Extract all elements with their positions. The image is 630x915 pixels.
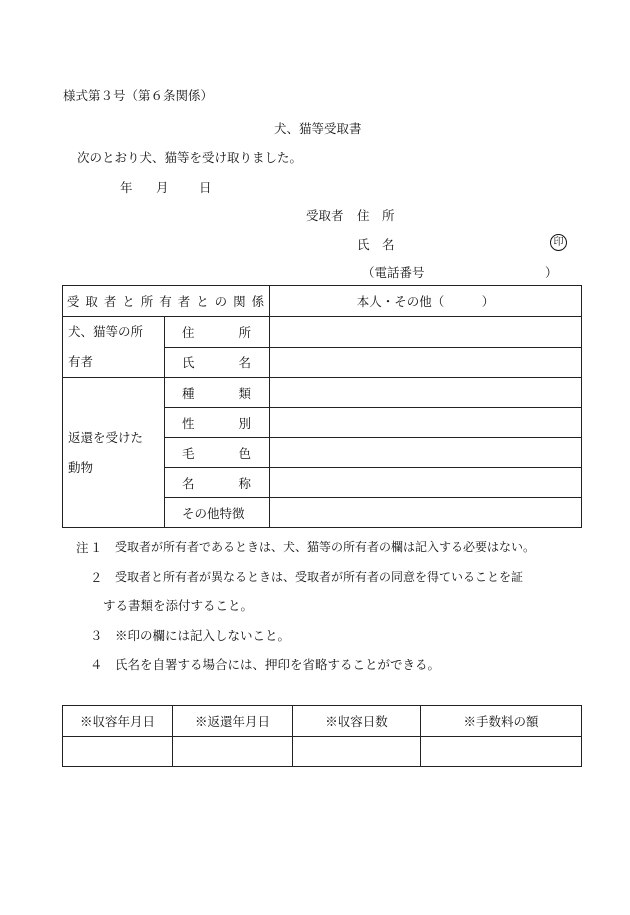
fee-field[interactable] [421,737,582,767]
owner-name-field[interactable] [270,347,582,378]
owner-group-line1: 犬、猫等の所 [68,324,144,339]
receiver-name-label: 氏 名 [357,237,395,252]
owner-address-label [165,317,270,348]
owner-group-line2: 有者 [68,354,94,369]
animal-sex-char1: 性 [182,415,195,431]
phone-close: ） [545,265,558,280]
animal-type-label [165,378,270,408]
header-fee: ※手数料の額 [421,706,582,737]
animal-type-char1: 種 [182,385,195,401]
animal-sex-char2: 別 [238,415,251,431]
note-1-text: 受取者が所有者であるときは、犬、猫等の所有者の欄は記入する必要はない。 [115,540,536,554]
note-4-text: 氏名を自署する場合には、押印を省略することができる。 [115,657,441,672]
date-month: 月 [156,180,169,195]
return-date-field[interactable] [173,737,293,767]
owner-address-field[interactable] [270,317,582,348]
form-number: 様式第３号（第６条関係） [63,88,214,103]
animal-name-char2: 称 [238,475,251,491]
animal-type-field[interactable] [270,378,582,408]
animal-name-field[interactable] [270,468,582,498]
note-1-number: １ [90,540,103,555]
receiver-address-label: 住 所 [357,208,395,223]
animal-features-field[interactable] [270,498,582,528]
animal-type-char2: 類 [238,385,251,401]
header-admission-date: ※収容年月日 [63,706,173,737]
note-3-text: ※印の欄には記入しないこと。 [115,628,291,643]
document-title: 犬、猫等受取書 [274,121,362,136]
animal-color-char2: 色 [238,445,251,461]
note-2-text: 受取者と所有者が異なるときは、受取者が所有者の同意を得ていることを証 [115,570,524,584]
header-return-date: ※返還年月日 [173,706,293,737]
phone-open: （電話番号 [362,265,425,280]
animal-color-label [165,438,270,468]
owner-address-char2: 所 [238,324,251,340]
days-field[interactable] [293,737,421,767]
animal-group-label [63,378,165,528]
animal-sex-label [165,408,270,438]
owner-name-char2: 名 [238,355,251,371]
date-day: 日 [199,180,212,195]
animal-color-field[interactable] [270,438,582,468]
note-2-continuation: する書類を添付すること。 [103,598,254,613]
relation-value[interactable]: 本人・その他（ ） [270,286,582,317]
animal-group-line1: 返還を受けた [68,429,144,445]
owner-name-char1: 氏 [182,355,195,371]
animal-name-label [165,468,270,498]
seal-icon: 印 [550,234,567,251]
animal-name-char1: 名 [182,475,195,491]
note-prefix: 注 [76,540,89,555]
receipt-table [62,285,582,528]
animal-sex-field[interactable] [270,408,582,438]
note-3-number: ３ [90,628,103,643]
owner-name-label [165,347,270,378]
animal-group-line2: 動物 [68,459,94,475]
animal-color-char1: 毛 [182,445,195,461]
header-days: ※収容日数 [293,706,421,737]
office-use-table [62,705,582,767]
date-year: 年 [120,180,133,195]
note-2-number: ２ [90,570,103,585]
intro-text: 次のとおり犬、猫等を受け取りました。 [77,150,303,165]
relation-label: 受 取 者 と 所 有 者 と の 関 係 [63,286,270,317]
admission-date-field[interactable] [63,737,173,767]
note-4-number: ４ [90,657,103,672]
owner-address-char1: 住 [182,324,195,340]
owner-group-label [63,317,165,378]
receiver-label: 受取者 [306,208,344,223]
animal-features-label: その他特徴 [165,498,270,528]
